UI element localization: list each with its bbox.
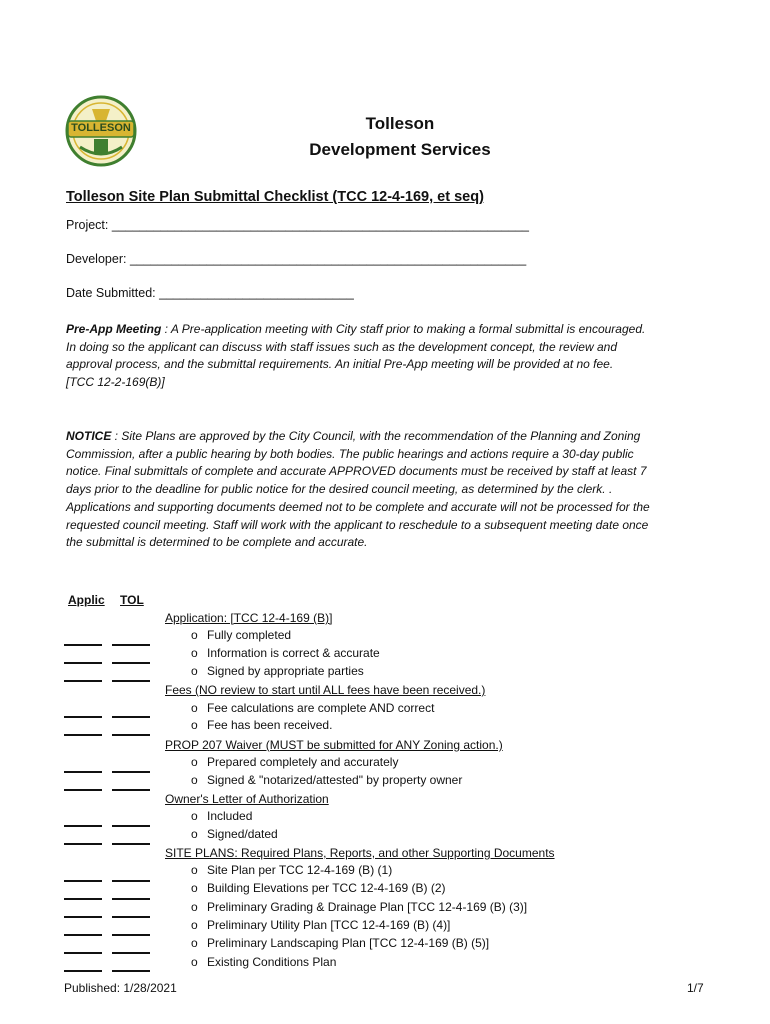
tol-check-blank[interactable]: [112, 771, 150, 773]
applic-check-blank[interactable]: [64, 952, 102, 954]
list-item: o Signed & "notarized/attested" by property owner: [191, 773, 463, 787]
tol-check-blank[interactable]: [112, 952, 150, 954]
developer-field[interactable]: [66, 252, 526, 266]
date-line: ____________________________: [159, 286, 354, 300]
list-item: o Fully completed: [191, 628, 292, 642]
preapp-line: approval process, and the submittal requirements. An initial Pre-App meeting will be provided at no fee.: [66, 357, 614, 372]
applic-check-blank[interactable]: [64, 734, 102, 736]
project-field[interactable]: [66, 218, 529, 232]
list-item: o Prepared completely and accurately: [191, 755, 399, 769]
tol-check-blank[interactable]: [112, 789, 150, 791]
applic-check-blank[interactable]: [64, 880, 102, 882]
tol-check-blank[interactable]: [112, 825, 150, 827]
section-site-plans: SITE PLANS: Required Plans, Reports, and other Supporting Documents: [165, 846, 555, 860]
tol-check-blank[interactable]: [112, 716, 150, 718]
list-item: o Fee calculations are complete AND correct: [191, 701, 435, 715]
notice-line: requested council meeting. Staff will work with the applicant to reschedule to a subsequent meeting date once: [66, 517, 649, 532]
applic-check-blank[interactable]: [64, 934, 102, 936]
applic-check-blank[interactable]: [64, 970, 102, 972]
applic-check-blank[interactable]: [64, 789, 102, 791]
applic-check-blank[interactable]: [64, 898, 102, 900]
applic-check-blank[interactable]: [64, 916, 102, 918]
list-item: o Signed by appropriate parties: [191, 664, 364, 678]
date-label: Date Submitted:: [66, 286, 156, 300]
applic-check-blank[interactable]: [64, 680, 102, 682]
tol-check-blank[interactable]: [112, 662, 150, 664]
dept-name: Development Services: [309, 140, 491, 159]
tol-check-blank[interactable]: [112, 916, 150, 918]
city-seal-icon: [62, 95, 140, 167]
date-submitted-field[interactable]: [66, 286, 354, 300]
applic-check-blank[interactable]: [64, 843, 102, 845]
applic-check-blank[interactable]: [64, 716, 102, 718]
list-item: o Site Plan per TCC 12-4-169 (B) (1): [191, 863, 393, 877]
notice-line: notice. Final submittals of complete and accurate APPROVED documents must be received by staff at least 7: [66, 464, 647, 479]
notice-line: : Site Plans are approved by the City Council, with the recommendation of the Planning and Zoning: [111, 429, 641, 443]
section-prop207: PROP 207 Waiver (MUST be submitted for ANY Zoning action.): [165, 738, 503, 752]
checklist-title: Tolleson Site Plan Submittal Checklist (TCC 12-4-169, et seq): [66, 189, 484, 205]
list-item: o Existing Conditions Plan: [191, 955, 337, 969]
published-date: Published: 1/28/2021: [64, 981, 177, 995]
list-item: o Fee has been received.: [191, 718, 333, 732]
applic-check-blank[interactable]: [64, 771, 102, 773]
project-label: Project:: [66, 218, 109, 232]
notice-line: Commission, after a public hearing by both bodies. The public hearings and actions require a 30-day public: [66, 446, 634, 461]
tol-check-blank[interactable]: [112, 644, 150, 646]
preapp-paragraph: [66, 321, 666, 392]
page-number: 1/7: [687, 981, 704, 995]
tol-column-header: TOL: [120, 593, 144, 607]
tol-check-blank[interactable]: [112, 734, 150, 736]
preapp-line: [TCC 12-2-169(B)]: [66, 375, 165, 390]
preapp-line: : A Pre-application meeting with City staff prior to making a formal submittal is encouraged.: [161, 322, 646, 336]
notice-line: the submittal is determined to be complete and accurate.: [66, 535, 368, 550]
tol-check-blank[interactable]: [112, 880, 150, 882]
list-item: o Preliminary Landscaping Plan [TCC 12-4-169 (B) (5)]: [191, 936, 490, 950]
notice-lead: NOTICE: [66, 429, 112, 443]
applic-check-blank[interactable]: [64, 662, 102, 664]
org-name: Tolleson: [365, 114, 435, 133]
tol-check-blank[interactable]: [112, 843, 150, 845]
applic-check-blank[interactable]: [64, 825, 102, 827]
logo-text: TOLLESON: [71, 122, 131, 134]
tol-check-blank[interactable]: [112, 898, 150, 900]
applic-column-header: Applic: [68, 593, 105, 607]
preapp-lead: Pre-App Meeting: [66, 322, 162, 336]
section-application: Application: [TCC 12-4-169 (B)]: [165, 611, 333, 625]
section-owner-letter: Owner's Letter of Authorization: [165, 792, 329, 806]
list-item: o Preliminary Grading & Drainage Plan [TCC 12-4-169 (B) (3)]: [191, 900, 528, 914]
applic-check-blank[interactable]: [64, 644, 102, 646]
section-fees: Fees (NO review to start until ALL fees have been received.): [165, 683, 486, 697]
notice-line: Applications and supporting documents deemed not to be complete and accurate will not be processed for the: [66, 499, 650, 514]
preapp-line: In doing so the applicant can discuss with staff issues such as the development concept, the review and: [66, 339, 617, 354]
tol-check-blank[interactable]: [112, 680, 150, 682]
list-item: o Included: [191, 809, 253, 823]
tol-check-blank[interactable]: [112, 970, 150, 972]
developer-label: Developer:: [66, 252, 127, 266]
list-item: o Information is correct & accurate: [191, 646, 380, 660]
notice-line: days prior to the deadline for public notice for the desired council meeting, as determined by the clerk. .: [66, 482, 613, 497]
tol-check-blank[interactable]: [112, 934, 150, 936]
list-item: o Preliminary Utility Plan [TCC 12-4-169 (B) (4)]: [191, 918, 451, 932]
list-item: o Building Elevations per TCC 12-4-169 (B) (2): [191, 881, 446, 895]
notice-paragraph: [66, 428, 666, 552]
list-item: o Signed/dated: [191, 827, 278, 841]
developer-line: _________________________________________________________: [129, 252, 527, 266]
project-line: ____________________________________________________________: [111, 218, 529, 232]
